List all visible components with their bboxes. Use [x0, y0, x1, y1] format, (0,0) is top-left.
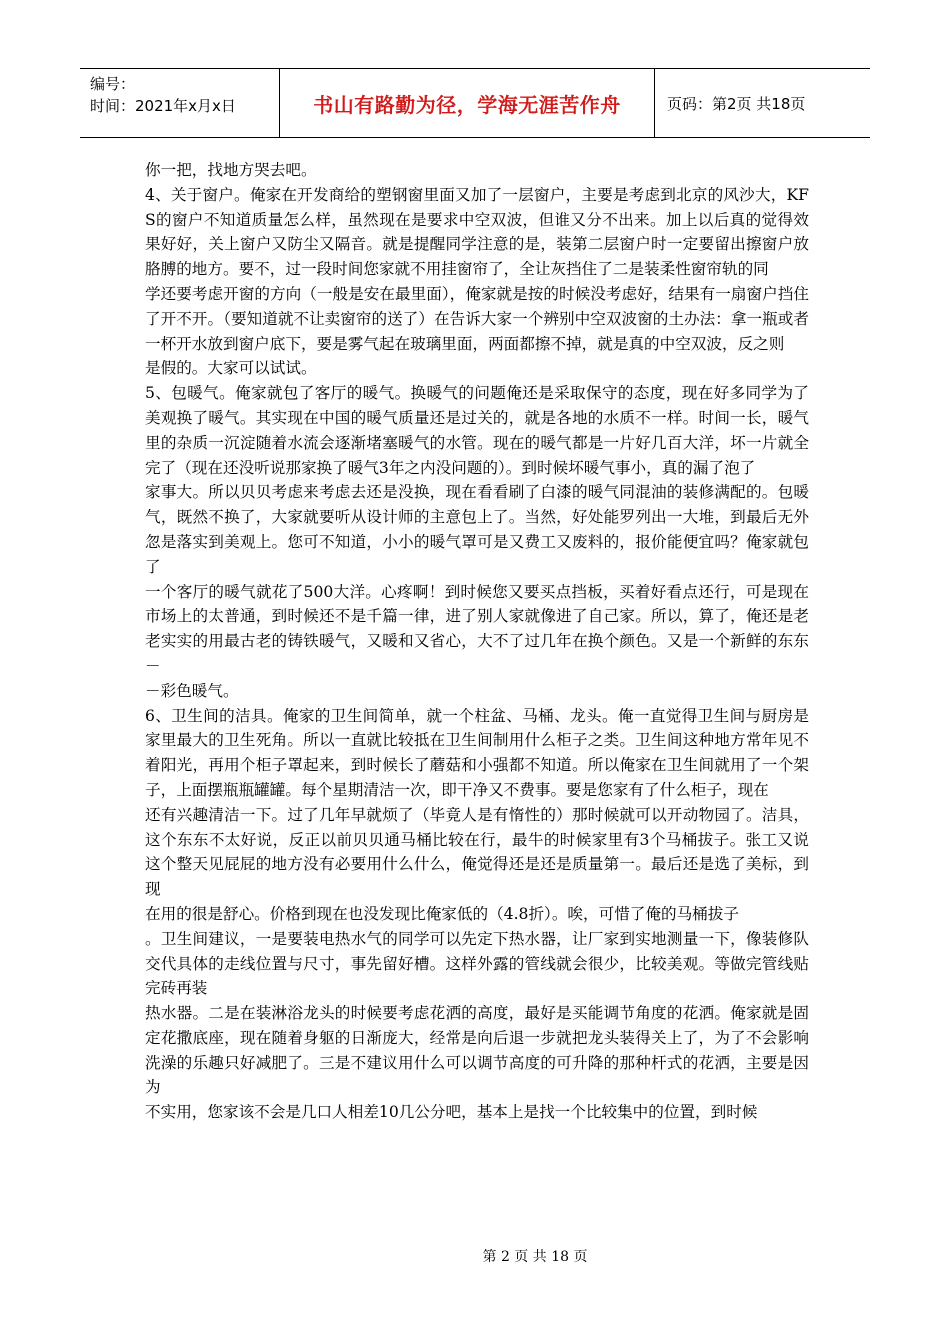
paragraph: 在用的很是舒心。价格到现在也没发现比俺家低的（4.8折）。唉，可惜了俺的马桶拔子: [145, 904, 739, 923]
paragraph: 。卫生间建议，一是要装电热水气的同学可以先定下热水器，让厂家到实地测量一下，像装修队交代具体的走线位置与尺寸，事先留好槽。这样外露的管线就会很少，比较美观。等做完管线贴完砖再装: [145, 929, 809, 998]
paragraph: 一个客厅的暖气就花了500大洋。心疼啊！到时候您又要买点挡板，买着好看点还行，可是现在市场上的太普通，到时候还不是千篇一律，进了别人家就像进了自己家。所以，算了，俺还是老老实实的用最古老的铸铁暖气，又暖和又省心，大不了过几年在换个颜色。又是一个新鲜的东东－: [145, 582, 809, 675]
page-code: 页码：第2页 共18页: [667, 94, 806, 113]
paragraph: 学还要考虑开窗的方向（一般是安在最里面），俺家就是按的时候没考虑好，结果有一扇窗户挡住了开不开。（要知道就不让卖窗帘的送了）在告诉大家一个辨别中空双波窗的土办法：拿一瓶或者一杯开水放到窗户底下，要是雾气起在玻璃里面，两面都擦不掉，就是真的中空双波，反之则: [145, 284, 809, 353]
paragraph: －彩色暖气。: [145, 681, 239, 700]
time-label: 时间：2021年x月x日: [90, 97, 236, 115]
page-header: [80, 68, 870, 138]
header-page-cell: [655, 69, 870, 137]
paragraph: 热水器。二是在装淋浴龙头的时候要考虑花洒的高度，最好是买能调节角度的花洒。俺家就是固定花撒底座，现在随着身躯的日渐庞大，经常是向后退一步就把龙头装得关上了，为了不会影响洗澡的乐趣只好减肥了。三是不建议用什么可以调节高度的可升降的那种杆式的花洒，主要是因为: [145, 1004, 809, 1097]
header-motto-cell: [280, 69, 655, 137]
paragraph: 是假的。大家可以试试。: [145, 359, 317, 378]
document-body: [145, 158, 809, 1125]
page-footer: [0, 1246, 950, 1266]
footer-page-number: 第 2 页 共 18 页: [482, 1249, 588, 1265]
paragraph: 6、卫生间的洁具。俺家的卫生间简单，就一个柱盆、马桶、龙头。俺一直觉得卫生间与厨房是家里最大的卫生死角。所以一直就比较抵在卫生间制用什么柜子之类。卫生间这种地方常年见不着阳光，再用个柜子罩起来，到时候长了蘑菇和小强都不知道。所以俺家在卫生间就用了一个架子，上面摆瓶瓶罐罐。每个星期清洁一次，即干净又不费事。要是您家有了什么柜子，现在: [145, 706, 809, 799]
paragraph: 还有兴趣清洁一下。过了几年早就烦了（毕竟人是有惰性的）那时候就可以开动物园了。洁具，这个东东不太好说，反正以前贝贝通马桶比较在行，最牛的时候家里有3个马桶拔子。张工又说这个整天见屁屁的地方没有必要用什么什么，俺觉得还是还是质量第一。最后还是选了美标，到现: [145, 805, 809, 899]
header-meta: [80, 69, 280, 137]
paragraph: 你一把，找地方哭去吧。: [145, 161, 317, 179]
motto: 书山有路勤为径，学海无涯苦作舟: [313, 92, 621, 117]
serial-label: 编号：: [90, 75, 136, 93]
paragraph: 家事大。所以贝贝考虑来考虑去还是没换，现在看看刷了白漆的暖气同混油的装修满配的。包暖气，既然不换了，大家就要听从设计师的主意包上了。当然，好处能罗列出一大堆，到最后无外忽是落实到美观上。您可不知道，小小的暖气罩可是又费工又废料的，报价能便宜吗？俺家就包了: [145, 483, 809, 576]
paragraph: 不实用，您家该不会是几口人相差10几公分吧，基本上是找一个比较集中的位置，到时候: [145, 1103, 758, 1122]
paragraph: 5、包暖气。俺家就包了客厅的暖气。换暖气的问题俺还是采取保守的态度，现在好多同学为了美观换了暖气。其实现在中国的暖气质量还是过关的，就是各地的水质不一样。时间一长，暖气里的杂质一沉淀随着水流会逐渐堵塞暖气的水管。现在的暖气都是一片好几百大洋，坏一片就全完了（现在还没听说那家换了暖气3年之内没问题的）。到时候坏暖气事小，真的漏了泡了: [145, 384, 809, 477]
paragraph: 4、关于窗户。俺家在开发商给的塑钢窗里面又加了一层窗户，主要是考虑到北京的风沙大，KFS的窗户不知道质量怎么样，虽然现在是要求中空双波，但谁又分不出来。加上以后真的觉得效果好好，关上窗户又防尘又隔音。就是提醒同学注意的是，装第二层窗户时一定要留出擦窗户放胳膊的地方。要不，过一段时间您家就不用挂窗帘了，全让灰挡住了二是装柔性窗帘轨的同: [145, 185, 809, 279]
